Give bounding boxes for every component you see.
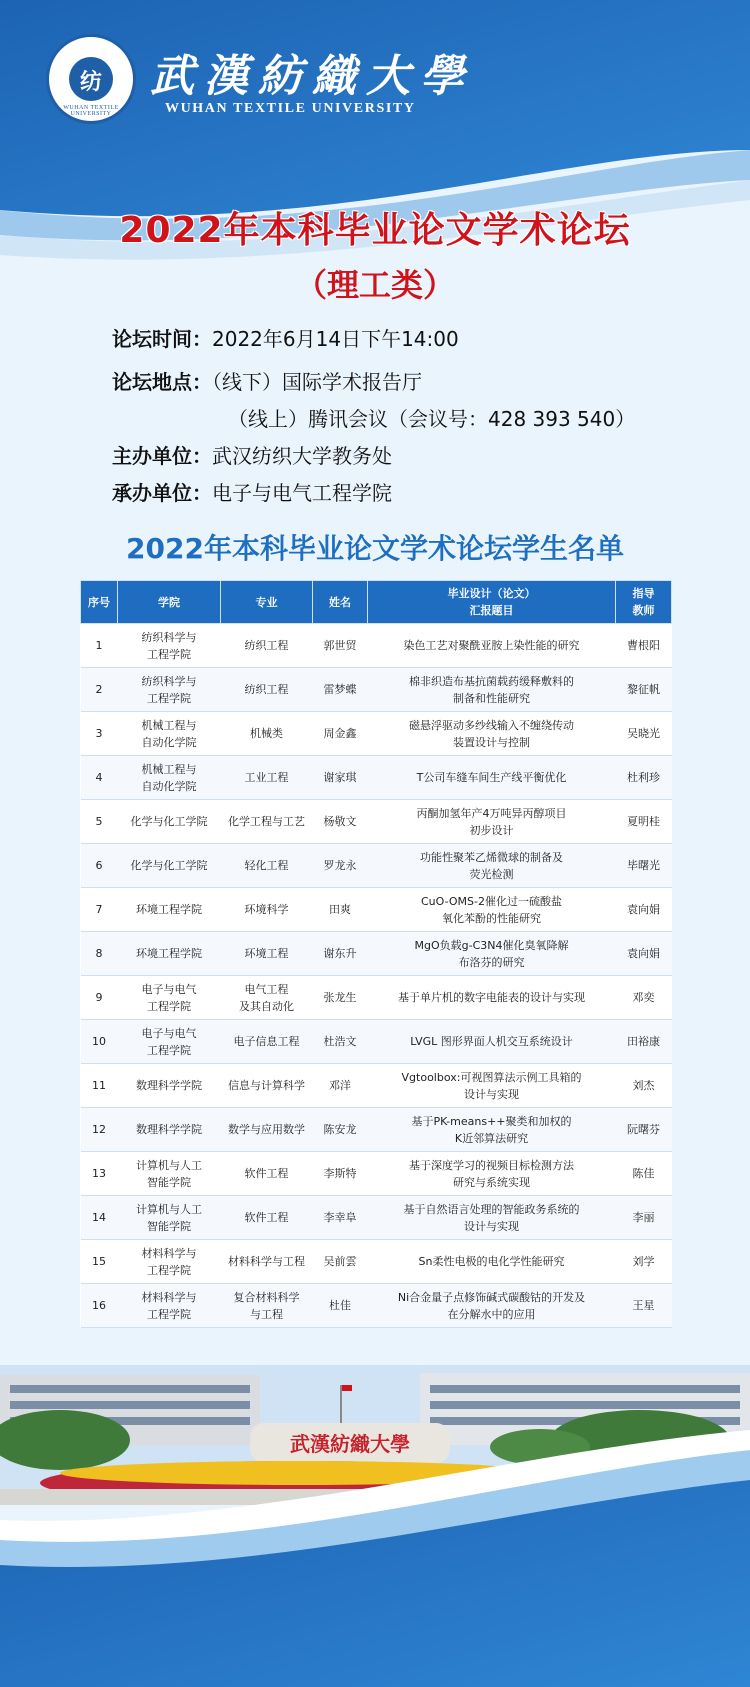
row-number: 3 xyxy=(81,712,118,756)
row-major-line: 电气工程 xyxy=(244,982,289,996)
row-college xyxy=(118,1108,221,1152)
row-thesis-title xyxy=(368,1020,616,1064)
row-number: 15 xyxy=(81,1240,118,1284)
table-row xyxy=(81,1108,672,1152)
row-student-name: 吴前雲 xyxy=(313,1240,368,1284)
row-major-line: 及其自动化 xyxy=(239,999,294,1013)
row-advisor: 袁向娟 xyxy=(616,932,672,976)
forum-organizer xyxy=(112,477,392,506)
row-college xyxy=(118,624,221,668)
row-major xyxy=(221,756,313,800)
row-major-line: 轻化工程 xyxy=(244,859,289,872)
row-major-line: 环境工程 xyxy=(244,947,289,960)
table-row xyxy=(81,976,672,1020)
row-major-line: 机械类 xyxy=(250,727,283,740)
header-college: 学院 xyxy=(118,581,221,624)
row-number: 11 xyxy=(81,1064,118,1108)
row-major-line: 复合材料科学 xyxy=(233,1290,300,1304)
row-thesis-title-line: K近邻算法研究 xyxy=(454,1131,529,1145)
row-number: 6 xyxy=(81,844,118,888)
row-thesis-title-line: 荧光检测 xyxy=(469,867,514,881)
row-college-line: 电子与电气 xyxy=(141,982,197,996)
row-college xyxy=(118,844,221,888)
row-advisor: 曹根阳 xyxy=(616,624,672,668)
table-row xyxy=(81,1196,672,1240)
row-college xyxy=(118,932,221,976)
row-college-line: 材料科学与 xyxy=(141,1246,197,1260)
row-major xyxy=(221,1240,313,1284)
header-thesis xyxy=(368,581,616,624)
row-student-name: 谢东升 xyxy=(313,932,368,976)
forum-organizer-label: 承办单位： xyxy=(112,481,212,505)
row-thesis-title xyxy=(368,932,616,976)
row-thesis-title-line: LVGL 图形界面人机交互系统设计 xyxy=(410,1035,573,1048)
row-number: 5 xyxy=(81,800,118,844)
row-college xyxy=(118,668,221,712)
table-row xyxy=(81,932,672,976)
row-college-line: 环境工程学院 xyxy=(136,947,202,960)
header-major: 专业 xyxy=(221,581,313,624)
row-major-line: 材料科学与工程 xyxy=(228,1255,305,1268)
row-thesis-title-line: 丙酮加氢年产4万吨异丙醇项目 xyxy=(416,806,567,820)
row-major xyxy=(221,1196,313,1240)
row-thesis-title-line: Ni合金量子点修饰碱式碳酸钴的开发及 xyxy=(397,1290,586,1304)
row-thesis-title xyxy=(368,1240,616,1284)
forum-time xyxy=(112,323,459,352)
row-major-line: 信息与计算科学 xyxy=(228,1079,305,1092)
row-college-line: 工程学院 xyxy=(147,1307,191,1321)
forum-time-label: 论坛时间： xyxy=(112,327,212,351)
row-number: 7 xyxy=(81,888,118,932)
row-thesis-title-line: 氧化苯酚的性能研究 xyxy=(442,911,541,925)
table-row xyxy=(81,1240,672,1284)
row-student-name: 李幸阜 xyxy=(313,1196,368,1240)
table-row xyxy=(81,624,672,668)
row-college-line: 机械工程与 xyxy=(141,762,197,776)
row-college xyxy=(118,800,221,844)
row-student-name: 李斯特 xyxy=(313,1152,368,1196)
table-row xyxy=(81,844,672,888)
row-thesis-title xyxy=(368,668,616,712)
row-advisor: 陈佳 xyxy=(616,1152,672,1196)
row-college xyxy=(118,976,221,1020)
row-college xyxy=(118,1284,221,1328)
row-major-line: 纺织工程 xyxy=(244,683,289,696)
row-major-line: 电子信息工程 xyxy=(233,1035,300,1048)
row-thesis-title-line: 研究与系统实现 xyxy=(453,1175,530,1189)
table-row xyxy=(81,668,672,712)
student-list-title: 2022年本科毕业论文学术论坛学生名单 xyxy=(126,532,624,565)
page-title: 2022年本科毕业论文学术论坛 xyxy=(119,210,631,251)
row-major-line: 与工程 xyxy=(250,1307,283,1321)
row-college-line: 机械工程与 xyxy=(141,718,197,732)
row-thesis-title xyxy=(368,712,616,756)
row-thesis-title-line: 棉非织造布基抗菌载药缓释敷料的 xyxy=(409,674,574,688)
row-advisor: 李丽 xyxy=(616,1196,672,1240)
row-advisor: 邓奕 xyxy=(616,976,672,1020)
row-college xyxy=(118,1240,221,1284)
row-college-line: 工程学院 xyxy=(147,1043,191,1057)
row-major xyxy=(221,1284,313,1328)
row-thesis-title xyxy=(368,1152,616,1196)
row-number: 2 xyxy=(81,668,118,712)
row-student-name: 雷梦蝶 xyxy=(313,668,368,712)
row-student-name: 谢家琪 xyxy=(313,756,368,800)
row-advisor: 王星 xyxy=(616,1284,672,1328)
row-student-name: 陈安龙 xyxy=(313,1108,368,1152)
row-thesis-title-line: 基于自然语言处理的智能政务系统的 xyxy=(403,1202,580,1216)
table-row xyxy=(81,888,672,932)
row-student-name: 田爽 xyxy=(313,888,368,932)
row-number: 12 xyxy=(81,1108,118,1152)
row-thesis-title-line: 设计与实现 xyxy=(464,1087,519,1101)
row-major xyxy=(221,624,313,668)
row-college-line: 计算机与人工 xyxy=(136,1158,202,1172)
row-thesis-title-line: 设计与实现 xyxy=(464,1219,519,1233)
row-college-line: 智能学院 xyxy=(147,1219,191,1233)
forum-host xyxy=(112,440,392,469)
forum-host-value: 武汉纺织大学教务处 xyxy=(212,444,392,468)
row-college-line: 材料科学与 xyxy=(141,1290,197,1304)
row-college-line: 数理科学学院 xyxy=(136,1123,202,1136)
row-number: 13 xyxy=(81,1152,118,1196)
row-student-name: 杜佳 xyxy=(313,1284,368,1328)
row-thesis-title xyxy=(368,844,616,888)
row-college-line: 环境工程学院 xyxy=(136,903,202,916)
row-student-name: 郭世贸 xyxy=(313,624,368,668)
row-college xyxy=(118,888,221,932)
row-major xyxy=(221,668,313,712)
table-row xyxy=(81,1064,672,1108)
row-college xyxy=(118,1064,221,1108)
header-name: 姓名 xyxy=(313,581,368,624)
row-thesis-title xyxy=(368,1196,616,1240)
row-major xyxy=(221,844,313,888)
row-number: 1 xyxy=(81,624,118,668)
row-student-name: 罗龙永 xyxy=(313,844,368,888)
row-number: 16 xyxy=(81,1284,118,1328)
row-student-name: 杜浩文 xyxy=(313,1020,368,1064)
row-major-line: 软件工程 xyxy=(244,1211,289,1224)
row-college-line: 工程学院 xyxy=(147,1263,191,1277)
row-college-line: 工程学院 xyxy=(147,691,191,705)
header-no: 序号 xyxy=(81,581,118,624)
row-thesis-title xyxy=(368,756,616,800)
row-college xyxy=(118,1196,221,1240)
row-advisor: 袁向娟 xyxy=(616,888,672,932)
row-thesis-title-line: 基于PK-means++聚类和加权的 xyxy=(411,1114,572,1128)
row-major-line: 数学与应用数学 xyxy=(228,1123,305,1136)
row-thesis-title xyxy=(368,888,616,932)
row-major-line: 环境科学 xyxy=(244,903,289,916)
row-thesis-title-line: 染色工艺对聚酰亚胺上染性能的研究 xyxy=(403,639,580,652)
forum-place-label: 论坛地点： xyxy=(112,370,212,394)
row-number: 8 xyxy=(81,932,118,976)
row-major-line: 纺织工程 xyxy=(244,639,289,652)
row-thesis-title-line: 布洛芬的研究 xyxy=(458,955,525,969)
forum-organizer-value: 电子与电气工程学院 xyxy=(212,481,392,505)
row-college xyxy=(118,756,221,800)
row-thesis-title xyxy=(368,624,616,668)
forum-time-value: 2022年6月14日下午14:00 xyxy=(212,327,459,351)
row-college-line: 自动化学院 xyxy=(141,735,197,749)
row-major xyxy=(221,888,313,932)
row-advisor: 毕曙光 xyxy=(616,844,672,888)
student-table xyxy=(80,580,672,1328)
row-major-line: 工业工程 xyxy=(244,771,289,784)
row-major xyxy=(221,1152,313,1196)
row-college xyxy=(118,1152,221,1196)
row-student-name: 周金鑫 xyxy=(313,712,368,756)
header-thesis-line2: 汇报题目 xyxy=(469,604,514,617)
row-thesis-title-line: 装置设计与控制 xyxy=(453,735,530,749)
stone-inscription: 武漢紡織大學 xyxy=(290,1432,410,1456)
forum-place-offline: （线下）国际学术报告厅 xyxy=(212,370,422,394)
logo-emblem: 纺 xyxy=(69,57,113,101)
forum-place xyxy=(112,366,422,395)
row-thesis-title xyxy=(368,800,616,844)
row-college xyxy=(118,1020,221,1064)
row-advisor: 刘杰 xyxy=(616,1064,672,1108)
row-advisor: 夏明桂 xyxy=(616,800,672,844)
row-thesis-title-line: CuO-OMS-2催化过一硫酸盐 xyxy=(421,894,562,908)
forum-host-label: 主办单位： xyxy=(112,444,212,468)
header-advisor-line1: 指导 xyxy=(632,587,655,600)
row-college-line: 纺织科学与 xyxy=(141,674,197,688)
table-row xyxy=(81,1020,672,1064)
row-thesis-title xyxy=(368,1284,616,1328)
university-logo xyxy=(46,34,136,124)
header-thesis-line1: 毕业设计（论文） xyxy=(447,587,536,600)
row-thesis-title-line: T公司车缝车间生产线平衡优化 xyxy=(416,771,567,784)
row-major xyxy=(221,976,313,1020)
row-student-name: 邓洋 xyxy=(313,1064,368,1108)
row-number: 9 xyxy=(81,976,118,1020)
row-major xyxy=(221,800,313,844)
table-row xyxy=(81,756,672,800)
table-row xyxy=(81,712,672,756)
row-thesis-title-line: Sn柔性电极的电化学性能研究 xyxy=(418,1255,565,1268)
row-major xyxy=(221,932,313,976)
university-name-chinese: 武漢紡織大學 xyxy=(150,51,474,102)
row-number: 10 xyxy=(81,1020,118,1064)
row-major xyxy=(221,1108,313,1152)
forum-place-online: （线上）腾讯会议（会议号：428 393 540） xyxy=(228,407,636,431)
row-thesis-title-line: 基于单片机的数字电能表的设计与实现 xyxy=(398,991,585,1004)
row-college-line: 智能学院 xyxy=(147,1175,191,1189)
row-advisor: 田裕康 xyxy=(616,1020,672,1064)
row-major xyxy=(221,1020,313,1064)
footer-background xyxy=(0,1430,750,1687)
row-college-line: 工程学院 xyxy=(147,647,191,661)
header-advisor xyxy=(616,581,672,624)
row-advisor: 黎征帆 xyxy=(616,668,672,712)
row-major xyxy=(221,1064,313,1108)
row-college-line: 化学与化工学院 xyxy=(130,859,208,872)
row-advisor: 吴晓光 xyxy=(616,712,672,756)
row-thesis-title xyxy=(368,1064,616,1108)
row-college-line: 化学与化工学院 xyxy=(130,815,208,828)
university-name-english: WUHAN TEXTILE UNIVERSITY xyxy=(165,101,416,116)
row-thesis-title-line: 制备和性能研究 xyxy=(453,691,530,705)
table-row xyxy=(81,1152,672,1196)
row-thesis-title-line: 磁悬浮驱动多纱线输入不缠绕传动 xyxy=(409,718,574,732)
row-thesis-title-line: 初步设计 xyxy=(469,823,514,837)
row-number: 14 xyxy=(81,1196,118,1240)
row-thesis-title xyxy=(368,976,616,1020)
row-major-line: 软件工程 xyxy=(244,1167,289,1180)
row-college-line: 电子与电气 xyxy=(141,1026,197,1040)
row-advisor: 杜利珍 xyxy=(616,756,672,800)
row-major xyxy=(221,712,313,756)
page-subtitle: （理工类） xyxy=(294,266,455,304)
row-advisor: 刘学 xyxy=(616,1240,672,1284)
row-thesis-title-line: MgO负载g-C3N4催化臭氧降解 xyxy=(414,938,569,952)
logo-ring-text: WUHAN TEXTILE UNIVERSITY xyxy=(63,105,119,117)
table-row xyxy=(81,800,672,844)
row-thesis-title-line: Vgtoolbox:可视图算法示例工具箱的 xyxy=(401,1070,582,1084)
table-header-row xyxy=(81,581,672,624)
row-number: 4 xyxy=(81,756,118,800)
row-student-name: 张龙生 xyxy=(313,976,368,1020)
table-row xyxy=(81,1284,672,1328)
row-thesis-title xyxy=(368,1108,616,1152)
row-college-line: 工程学院 xyxy=(147,999,191,1013)
row-college-line: 自动化学院 xyxy=(141,779,197,793)
row-thesis-title-line: 在分解水中的应用 xyxy=(447,1307,536,1321)
row-major-line: 化学工程与工艺 xyxy=(228,815,305,828)
row-student-name: 杨敬文 xyxy=(313,800,368,844)
row-college-line: 计算机与人工 xyxy=(136,1202,202,1216)
row-thesis-title-line: 功能性聚苯乙烯微球的制备及 xyxy=(420,850,563,864)
row-advisor: 阮曙芬 xyxy=(616,1108,672,1152)
header-advisor-line2: 教师 xyxy=(632,604,655,617)
row-college-line: 数理科学学院 xyxy=(136,1079,202,1092)
row-college-line: 纺织科学与 xyxy=(141,630,197,644)
row-thesis-title-line: 基于深度学习的视频目标检测方法 xyxy=(409,1158,574,1172)
row-college xyxy=(118,712,221,756)
